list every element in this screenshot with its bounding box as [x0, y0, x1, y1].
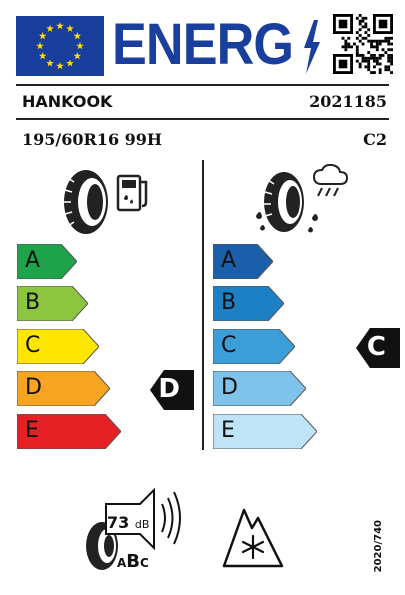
- fuel-rating-letter: D: [158, 374, 180, 404]
- regulation-reference: 2020/740: [373, 520, 384, 573]
- fuel-letter: B: [25, 290, 41, 315]
- tyre-class: C2: [363, 130, 387, 149]
- wet-letter: B: [221, 290, 237, 315]
- wet-rating-letter: C: [366, 332, 386, 362]
- wet-arrow-c: [213, 329, 295, 364]
- wet-letter: E: [221, 418, 235, 443]
- fuel-efficiency-rating: [150, 370, 194, 410]
- noise-class-a: A: [117, 556, 127, 570]
- noise-value: [107, 513, 149, 532]
- fuel-arrow-c: [17, 329, 99, 364]
- fuel-letter: A: [25, 248, 41, 273]
- noise-db-number: 73: [107, 513, 130, 532]
- eu-star: [39, 32, 47, 39]
- eu-stars-icon: [16, 16, 104, 76]
- eu-star: [74, 52, 82, 59]
- noise-class-b: B: [126, 551, 141, 572]
- fuel-arrow-b: [17, 286, 88, 321]
- wet-arrow-b: [213, 286, 284, 321]
- wet-letter: D: [221, 375, 238, 400]
- wet-arrow-d: [213, 371, 306, 406]
- wet-grip-rating: [356, 328, 400, 368]
- wet-arrow-e: [213, 414, 317, 449]
- fuel-letter: C: [25, 333, 41, 358]
- noise-class-c: C: [140, 556, 149, 570]
- fuel-pump-tyre-icon: [60, 168, 155, 236]
- fuel-arrow-d: [17, 371, 110, 406]
- column-divider: [202, 160, 204, 450]
- three-peak-mountain-snowflake-icon: [222, 506, 284, 568]
- eu-star: [66, 59, 74, 66]
- wet-arrow-a: [213, 244, 273, 279]
- tyre-type-identifier: 2021185: [309, 92, 387, 111]
- eu-star: [74, 32, 82, 39]
- qr-code-icon[interactable]: [333, 14, 393, 74]
- brand-divider: [16, 118, 389, 120]
- fuel-letter: D: [25, 375, 42, 400]
- eu-star: [66, 25, 74, 32]
- fuel-arrow-e: [17, 414, 121, 449]
- eu-star: [56, 62, 64, 69]
- fuel-letter: E: [25, 418, 39, 443]
- tyre-size-designation: 195/60R16 99H: [22, 130, 163, 149]
- header-divider: [16, 84, 389, 86]
- energy-title: ENERG: [112, 12, 294, 77]
- lightning-bolt-icon: [300, 20, 322, 74]
- brand-name: HANKOOK: [22, 92, 113, 111]
- rain-cloud-tyre-icon: [250, 164, 360, 236]
- eu-star: [39, 52, 47, 59]
- wet-letter: A: [221, 248, 237, 273]
- eu-flag: [16, 16, 104, 76]
- eu-star: [46, 25, 54, 32]
- fuel-arrow-a: [17, 244, 77, 279]
- eu-star: [46, 59, 54, 66]
- eu-star: [56, 22, 64, 29]
- eu-star: [36, 42, 44, 49]
- eu-star: [76, 42, 84, 49]
- wet-letter: C: [221, 333, 237, 358]
- noise-class-scale: [117, 551, 149, 572]
- noise-db-unit: dB: [134, 518, 150, 531]
